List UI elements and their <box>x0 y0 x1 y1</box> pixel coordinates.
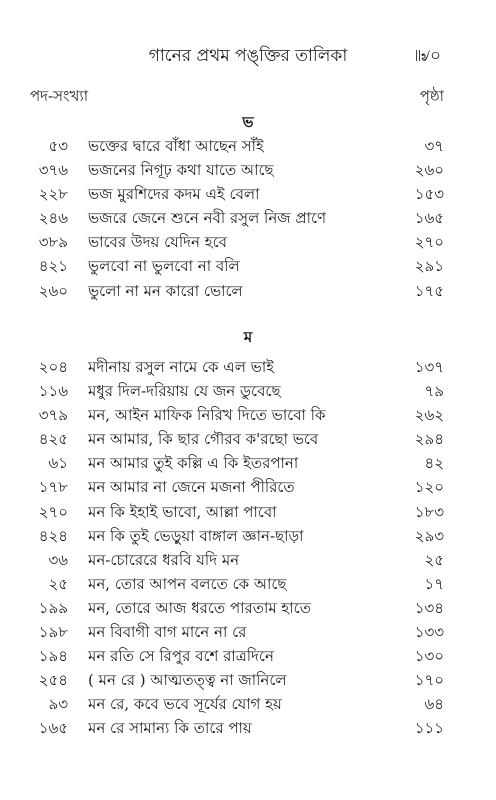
verse-number: ৯৩ <box>48 695 68 714</box>
list-item <box>0 500 496 524</box>
verse-number: ৫৩ <box>48 137 68 155</box>
first-line: মন কি তুই ভেড়ুয়া বাঙ্গাল জ্ঞান-ছাড়া <box>88 526 304 545</box>
page-ref: ১২০ <box>414 478 444 497</box>
page-ref: ১৬৫ <box>414 209 444 228</box>
first-line: ভাবের উদয় যেদিন হবে <box>88 233 227 252</box>
verse-number: ১৭৮ <box>38 478 68 497</box>
page-ref: ১৭০ <box>414 671 444 690</box>
page-ref: ১৭ <box>424 574 444 593</box>
verse-number: ২৫৪ <box>38 671 68 690</box>
page-ref: ১৩৭ <box>414 358 444 376</box>
verse-number: ৩৭৯ <box>38 406 68 425</box>
verse-number: ২৫ <box>48 574 68 593</box>
list-item <box>0 644 496 668</box>
first-line: মদীনায় রসুল নামে কে এল ভাই <box>88 358 274 376</box>
verse-number: ১১৬ <box>38 382 68 401</box>
verse-number: ৩৭৬ <box>38 161 68 180</box>
first-line: ভুলবো না ভুলবো না বলি <box>88 257 240 276</box>
list-item <box>0 572 496 596</box>
first-line: ভজনের নিগূঢ় কথা যাতে আছে <box>88 161 274 180</box>
verse-number: ২৬০ <box>38 281 68 300</box>
first-line: ( মন রে ) আত্মতত্ত্ব না জানিলে <box>88 671 287 690</box>
verse-number: ৩৬ <box>48 550 68 569</box>
list-item <box>0 451 496 475</box>
first-line: মন আমার না জেনে মজনা পীরিতে <box>88 478 295 497</box>
page-ref: ২৫ <box>424 550 444 569</box>
list-item <box>0 254 496 278</box>
verse-number: ১৯৪ <box>38 647 68 666</box>
page-ref: ৪২ <box>424 454 444 473</box>
list-item <box>0 620 496 644</box>
first-line: মন রে সামান্য কি তারে পায় <box>88 719 252 738</box>
page-ref: ২৭০ <box>414 233 444 252</box>
list-item <box>0 524 496 548</box>
column-header-page: পৃষ্ঠা <box>419 87 444 105</box>
verse-number: ৩৮৯ <box>38 233 68 252</box>
first-line: ভক্তের দ্বারে বাঁধা আছেন সাঁই <box>88 137 264 155</box>
section-rows-bha <box>0 134 496 303</box>
list-item <box>0 134 496 158</box>
first-line: ভজ মুরশিদের কদম এই বেলা <box>88 185 260 204</box>
verse-number: ৪২৪ <box>38 526 68 545</box>
list-item <box>0 279 496 303</box>
list-item <box>0 668 496 692</box>
page-ref: ৬৪ <box>424 695 444 714</box>
first-line: মন বিবাগী বাগ মানে না রে <box>88 623 247 642</box>
verse-number: ২০৪ <box>38 358 68 376</box>
first-line: মন, তোর আপন বলতে কে আছে <box>88 574 287 593</box>
section-rows-ma <box>0 355 496 741</box>
list-item <box>0 692 496 716</box>
page-ref: ১৮৩ <box>414 502 444 521</box>
page-ref: ২৯৪ <box>414 430 444 449</box>
list-item <box>0 548 496 572</box>
first-line: ভজরে জেনে শুনে নবী রসুল নিজ প্রাণে <box>88 209 327 228</box>
first-line: মন রে, কবে ভবে সূর্যের যোগ হয় <box>88 695 282 714</box>
first-line: ভুলো না মন কারো ভোলে <box>88 281 243 300</box>
first-line: মন রতি সে রিপুর বশে রাত্রদিনে <box>88 647 274 666</box>
verse-number: ২২৮ <box>38 185 68 204</box>
list-item <box>0 427 496 451</box>
verse-number: ২৭০ <box>38 502 68 521</box>
list-item <box>0 596 496 620</box>
first-line: মধুর দিল-দরিয়ায় যে জন ডুবেছে <box>88 382 281 401</box>
page-ref: ২৯৩ <box>414 526 444 545</box>
page-ref: ১৩৪ <box>414 598 444 617</box>
page-ref: ১৩৩ <box>414 623 444 642</box>
list-item <box>0 716 496 740</box>
page-ref: ২৬২ <box>414 406 444 425</box>
verse-number: ১৬৫ <box>38 719 68 738</box>
first-line: মন আমার, কি ছার গৌরব ক'রছো ভবে <box>88 430 319 449</box>
page-ref: ১৭৫ <box>414 281 444 300</box>
verse-number: ৪২১ <box>38 257 68 276</box>
page-ref: ২৬০ <box>414 161 444 180</box>
page-ref: ২৯১ <box>414 257 444 276</box>
page-ref: ১৩০ <box>414 647 444 666</box>
first-line: মন কি ইহাই ভাবো, আল্লা পাবো <box>88 502 277 521</box>
list-item <box>0 158 496 182</box>
page-title: গানের প্রথম পঙ্‌ক্তির তালিকা <box>148 46 348 66</box>
page-ref: ৩৭ <box>424 137 444 155</box>
list-item <box>0 182 496 206</box>
verse-number: ১৯৮ <box>38 623 68 642</box>
first-line: মন, আইন মাফিক নিরিখ দিতে ভাবো কি <box>88 406 326 425</box>
page-number: ৷৷৶০ <box>415 46 441 66</box>
list-item <box>0 230 496 254</box>
verse-number: ৪২৫ <box>38 430 68 449</box>
verse-number: ১৯৯ <box>38 598 68 617</box>
first-line: মন, তোরে আজ ধরতে পারতাম হাতে <box>88 598 311 617</box>
section-letter-ma: ম <box>243 328 253 346</box>
first-line: মন-চোরেরে ধরবি যদি মন <box>88 550 240 569</box>
page-ref: ১১১ <box>414 719 444 738</box>
list-item <box>0 206 496 230</box>
list-item <box>0 475 496 499</box>
list-item <box>0 379 496 403</box>
list-item <box>0 355 496 379</box>
page-ref: ৭৯ <box>424 382 444 401</box>
page-ref: ১৫৩ <box>414 185 444 204</box>
section-letter-bha: ভ <box>242 113 254 131</box>
first-line: মন আমার তুই কল্লি এ কি ইতরপানা <box>88 454 299 473</box>
column-header-verse-number: পদ-সংখ্যা <box>30 87 89 105</box>
list-item <box>0 403 496 427</box>
verse-number: ৬১ <box>48 454 68 473</box>
verse-number: ২৪৬ <box>38 209 68 228</box>
